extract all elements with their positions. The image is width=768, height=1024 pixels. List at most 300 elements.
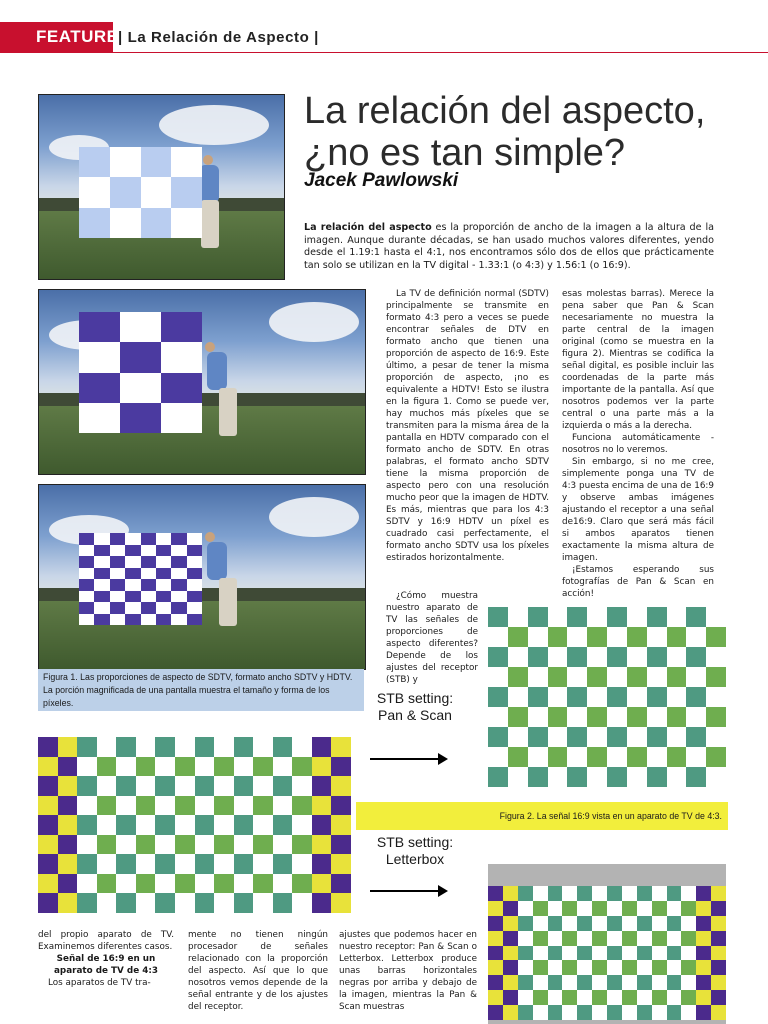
grid-cell	[273, 874, 293, 894]
grid-cell	[696, 990, 711, 1005]
grid-cell	[273, 737, 293, 757]
grid-cell	[58, 815, 78, 835]
pixel-grid-sdtv	[79, 147, 202, 238]
grid-cell	[562, 916, 577, 931]
column-3	[562, 288, 714, 600]
grid-cell	[607, 727, 627, 747]
grid-cell	[711, 886, 726, 901]
grid-cell	[77, 874, 97, 894]
article-lead	[304, 222, 714, 272]
grid-cell	[141, 568, 156, 580]
grid-cell	[533, 946, 548, 961]
grid-cell	[273, 854, 293, 874]
grid-cell	[171, 556, 186, 568]
grid-cell	[97, 893, 117, 913]
section-label: FEATURE	[36, 27, 119, 46]
grid-cell	[79, 568, 94, 580]
grid-cell	[312, 835, 332, 855]
grid-cell	[292, 874, 312, 894]
col2-paragraph-2: ¿Cómo muestra nuestro aparato de TV las señales de proporciones de aspecto diferentes? Depende de los ajustes del receptor (STB) y	[386, 591, 478, 685]
grid-cell	[647, 687, 667, 707]
grid-cell	[622, 886, 637, 901]
grid-cell	[562, 975, 577, 990]
grid-cell	[587, 607, 607, 627]
grid-cell	[652, 886, 667, 901]
figure1-photo-sdtv-wide	[38, 289, 366, 475]
grid-cell	[548, 747, 568, 767]
grid-cell	[607, 960, 622, 975]
grid-cell	[577, 960, 592, 975]
grid-cell	[488, 990, 503, 1005]
grid-cell	[647, 667, 667, 687]
grid-cell	[125, 533, 140, 545]
grid-cell	[562, 931, 577, 946]
grid-cell	[681, 990, 696, 1005]
grid-cell	[234, 796, 254, 816]
figure2-caption: Figura 2. La señal 16:9 vista en un aparato de TV de 4:3.	[356, 802, 728, 830]
grid-cell	[667, 946, 682, 961]
grid-cell	[125, 614, 140, 626]
grid-cell	[253, 796, 273, 816]
grid-cell	[136, 874, 156, 894]
grid-cell	[253, 776, 273, 796]
grid-cell	[155, 874, 175, 894]
grid-cell	[577, 975, 592, 990]
grid-cell	[77, 854, 97, 874]
grid-cell	[110, 579, 125, 591]
pixel-grid-sdtv-wide	[79, 312, 202, 433]
grid-cell	[171, 533, 186, 545]
grid-cell	[518, 990, 533, 1005]
grid-cell	[686, 647, 706, 667]
grid-cell	[706, 627, 726, 647]
grid-cell	[79, 177, 110, 207]
grid-cell	[312, 776, 332, 796]
grid-cell	[607, 990, 622, 1005]
grid-cell	[587, 727, 607, 747]
grid-cell	[711, 1005, 726, 1020]
bottom1-paragraph-1: del propio aparato de TV. Examinemos diferentes casos.	[38, 930, 174, 952]
grid-cell	[195, 854, 215, 874]
grid-cell	[234, 737, 254, 757]
grid-cell	[548, 946, 563, 961]
grid-cell	[488, 647, 508, 667]
grid-cell	[195, 874, 215, 894]
grid-cell	[711, 916, 726, 931]
bottom-column-3	[339, 929, 477, 1013]
grid-cell	[652, 1005, 667, 1020]
grid-cell	[508, 667, 528, 687]
grid-cell	[592, 990, 607, 1005]
grid-cell	[503, 1005, 518, 1020]
grid-cell	[116, 796, 136, 816]
grid-cell	[652, 916, 667, 931]
grid-cell	[312, 757, 332, 777]
article-title: La relación del aspecto, ¿no es tan simple?	[304, 90, 706, 174]
grid-cell	[116, 893, 136, 913]
figure1-photo-4x3	[38, 94, 285, 280]
grid-cell	[58, 737, 78, 757]
grid-cell	[681, 1005, 696, 1020]
grid-cell	[592, 975, 607, 990]
grid-cell	[607, 607, 627, 627]
grid-cell	[622, 975, 637, 990]
grid-cell	[518, 975, 533, 990]
grid-cell	[110, 533, 125, 545]
grid-cell	[503, 960, 518, 975]
grid-cell	[155, 835, 175, 855]
grid-cell	[528, 687, 548, 707]
grid-cell	[253, 737, 273, 757]
grid-cell	[77, 776, 97, 796]
grid-cell	[548, 727, 568, 747]
grid-cell	[97, 874, 117, 894]
grid-cell	[273, 893, 293, 913]
grid-cell	[667, 1005, 682, 1020]
grid-cell	[187, 579, 202, 591]
grid-cell	[214, 835, 234, 855]
grid-cell	[58, 776, 78, 796]
grid-cell	[155, 893, 175, 913]
grid-cell	[567, 767, 587, 787]
grid-cell	[533, 1005, 548, 1020]
grid-cell	[488, 886, 503, 901]
grid-cell	[562, 946, 577, 961]
grid-cell	[171, 568, 186, 580]
grid-cell	[171, 208, 202, 238]
grid-cell	[528, 727, 548, 747]
grid-cell	[175, 757, 195, 777]
grid-cell	[637, 946, 652, 961]
grid-cell	[607, 901, 622, 916]
grid-cell	[94, 614, 109, 626]
grid-cell	[187, 533, 202, 545]
grid-cell	[125, 568, 140, 580]
grid-cell	[528, 767, 548, 787]
grid-cell	[607, 946, 622, 961]
grid-cell	[195, 776, 215, 796]
grid-cell	[79, 403, 120, 433]
grid-cell	[562, 960, 577, 975]
grid-cell	[79, 556, 94, 568]
grid-cell	[156, 579, 171, 591]
grid-cell	[503, 946, 518, 961]
grid-cell	[508, 647, 528, 667]
grid-cell	[548, 960, 563, 975]
grid-cell	[110, 568, 125, 580]
grid-cell	[562, 1005, 577, 1020]
grid-cell	[38, 757, 58, 777]
grid-cell	[136, 737, 156, 757]
grid-cell	[141, 614, 156, 626]
grid-cell	[234, 854, 254, 874]
grid-cell	[331, 854, 351, 874]
grid-cell	[533, 886, 548, 901]
grid-cell	[587, 627, 607, 647]
grid-cell	[79, 373, 120, 403]
grid-cell	[681, 931, 696, 946]
grid-cell	[508, 707, 528, 727]
grid-cell	[627, 647, 647, 667]
grid-cell	[253, 854, 273, 874]
grid-cell	[171, 177, 202, 207]
grid-cell	[116, 776, 136, 796]
grid-cell	[214, 757, 234, 777]
grid-cell	[637, 886, 652, 901]
grid-cell	[548, 916, 563, 931]
grid-cell	[58, 874, 78, 894]
grid-cell	[622, 990, 637, 1005]
grid-cell	[627, 607, 647, 627]
bottom3-paragraph-1: ajustes que podemos hacer en nuestro receptor: Pan & Scan o Letterbox. Letterbox produce unas barras horizontales negras por arriba y debajo de la imagen, mientras la Pan & Scan muestras	[339, 930, 477, 1012]
grid-cell	[331, 757, 351, 777]
stb-pan-scan-label: STB setting: Pan & Scan	[376, 690, 454, 723]
grid-cell	[667, 647, 687, 667]
grid-cell	[533, 931, 548, 946]
grid-cell	[273, 757, 293, 777]
grid-cell	[79, 147, 110, 177]
grid-cell	[667, 747, 687, 767]
bottom1-paragraph-2: Los aparatos de TV tra-	[48, 978, 151, 988]
grid-cell	[312, 893, 332, 913]
grid-cell	[155, 854, 175, 874]
grid-cell	[637, 960, 652, 975]
grid-cell	[652, 931, 667, 946]
header-rule	[0, 52, 768, 53]
grid-cell	[577, 901, 592, 916]
grid-cell	[548, 607, 568, 627]
grid-cell	[156, 533, 171, 545]
grid-cell	[607, 627, 627, 647]
grid-cell	[567, 667, 587, 687]
grid-cell	[77, 893, 97, 913]
grid-cell	[156, 545, 171, 557]
grid-cell	[577, 1005, 592, 1020]
grid-cell	[533, 975, 548, 990]
grid-cell	[627, 687, 647, 707]
grid-cell	[141, 602, 156, 614]
grid-cell	[136, 854, 156, 874]
grid-cell	[175, 874, 195, 894]
grid-cell	[508, 627, 528, 647]
grid-cell	[77, 737, 97, 757]
grid-cell	[175, 776, 195, 796]
grid-cell	[607, 687, 627, 707]
bottom-column-1	[38, 929, 174, 989]
grid-cell	[508, 767, 528, 787]
grid-cell	[696, 931, 711, 946]
grid-cell	[667, 960, 682, 975]
grid-cell	[214, 854, 234, 874]
grid-cell	[120, 373, 161, 403]
grid-cell	[141, 533, 156, 545]
grid-cell	[195, 815, 215, 835]
grid-cell	[488, 767, 508, 787]
grid-cell	[273, 835, 293, 855]
grid-cell	[533, 901, 548, 916]
grid-cell	[97, 757, 117, 777]
bottom-column-2	[188, 929, 328, 1013]
grid-cell	[607, 1005, 622, 1020]
grid-cell	[234, 835, 254, 855]
grid-cell	[548, 627, 568, 647]
grid-cell	[696, 946, 711, 961]
grid-cell	[503, 901, 518, 916]
grid-cell	[312, 815, 332, 835]
stb-letterbox-label: STB setting: Letterbox	[376, 834, 454, 867]
grid-cell	[488, 916, 503, 931]
grid-cell	[58, 893, 78, 913]
grid-cell	[711, 990, 726, 1005]
grid-cell	[667, 931, 682, 946]
grid-cell	[548, 667, 568, 687]
column-2-continued	[386, 590, 478, 686]
figure2-pan-scan-grid	[488, 607, 726, 787]
grid-cell	[94, 533, 109, 545]
grid-cell	[187, 568, 202, 580]
grid-cell	[94, 579, 109, 591]
grid-cell	[637, 975, 652, 990]
grid-cell	[312, 737, 332, 757]
grid-cell	[548, 990, 563, 1005]
grid-cell	[187, 545, 202, 557]
grid-cell	[110, 177, 141, 207]
grid-cell	[518, 960, 533, 975]
grid-cell	[587, 767, 607, 787]
grid-cell	[667, 727, 687, 747]
grid-cell	[627, 627, 647, 647]
grid-cell	[195, 737, 215, 757]
subheading: Señal de 16:9 en un aparato de TV de 4:3	[53, 954, 159, 976]
grid-cell	[503, 916, 518, 931]
grid-cell	[607, 767, 627, 787]
grid-cell	[116, 835, 136, 855]
grid-cell	[234, 874, 254, 894]
grid-cell	[214, 737, 234, 757]
grid-cell	[711, 901, 726, 916]
figure2-letterbox-grid	[488, 886, 726, 1020]
grid-cell	[187, 602, 202, 614]
grid-cell	[706, 667, 726, 687]
grid-cell	[533, 960, 548, 975]
grid-cell	[79, 545, 94, 557]
pixel-grid-hdtv	[79, 533, 202, 625]
grid-cell	[706, 687, 726, 707]
grid-cell	[508, 727, 528, 747]
grid-cell	[77, 835, 97, 855]
grid-cell	[577, 990, 592, 1005]
grid-cell	[548, 901, 563, 916]
grid-cell	[652, 960, 667, 975]
grid-cell	[292, 737, 312, 757]
grid-cell	[292, 893, 312, 913]
grid-cell	[562, 990, 577, 1005]
grid-cell	[125, 579, 140, 591]
grid-cell	[273, 815, 293, 835]
grid-cell	[171, 579, 186, 591]
grid-cell	[696, 916, 711, 931]
grid-cell	[647, 767, 667, 787]
grid-cell	[38, 737, 58, 757]
arrow-right-icon	[370, 758, 446, 760]
grid-cell	[488, 747, 508, 767]
grid-cell	[681, 960, 696, 975]
grid-cell	[161, 312, 202, 342]
grid-cell	[331, 893, 351, 913]
grid-cell	[667, 886, 682, 901]
grid-cell	[577, 886, 592, 901]
grid-cell	[331, 776, 351, 796]
grid-cell	[518, 916, 533, 931]
grid-cell	[567, 727, 587, 747]
grid-cell	[577, 916, 592, 931]
grid-cell	[592, 960, 607, 975]
grid-cell	[488, 707, 508, 727]
grid-cell	[667, 767, 687, 787]
grid-cell	[592, 916, 607, 931]
grid-cell	[171, 602, 186, 614]
grid-cell	[79, 342, 120, 372]
grid-cell	[627, 707, 647, 727]
grid-cell	[141, 591, 156, 603]
grid-cell	[686, 747, 706, 767]
grid-cell	[686, 607, 706, 627]
grid-cell	[592, 1005, 607, 1020]
grid-cell	[110, 147, 141, 177]
grid-cell	[155, 815, 175, 835]
grid-cell	[518, 946, 533, 961]
grid-cell	[548, 931, 563, 946]
grid-cell	[94, 556, 109, 568]
grid-cell	[488, 727, 508, 747]
grid-cell	[652, 946, 667, 961]
grid-cell	[647, 647, 667, 667]
grid-cell	[548, 687, 568, 707]
grid-cell	[577, 931, 592, 946]
grid-cell	[711, 946, 726, 961]
grid-cell	[548, 1005, 563, 1020]
grid-cell	[622, 916, 637, 931]
grid-cell	[79, 533, 94, 545]
grid-cell	[136, 776, 156, 796]
grid-cell	[686, 727, 706, 747]
grid-cell	[706, 767, 726, 787]
grid-cell	[331, 737, 351, 757]
grid-cell	[637, 1005, 652, 1020]
grid-cell	[681, 975, 696, 990]
grid-cell	[622, 960, 637, 975]
grid-cell	[253, 757, 273, 777]
grid-cell	[652, 901, 667, 916]
grid-cell	[195, 757, 215, 777]
grid-cell	[155, 757, 175, 777]
grid-cell	[187, 614, 202, 626]
grid-cell	[171, 545, 186, 557]
grid-cell	[331, 796, 351, 816]
grid-cell	[214, 776, 234, 796]
column-2	[386, 288, 549, 564]
grid-cell	[567, 747, 587, 767]
grid-cell	[331, 874, 351, 894]
grid-cell	[155, 796, 175, 816]
grid-cell	[125, 556, 140, 568]
grid-cell	[38, 854, 58, 874]
grid-cell	[562, 901, 577, 916]
grid-cell	[110, 556, 125, 568]
grid-cell	[548, 647, 568, 667]
grid-cell	[528, 607, 548, 627]
grid-cell	[637, 990, 652, 1005]
